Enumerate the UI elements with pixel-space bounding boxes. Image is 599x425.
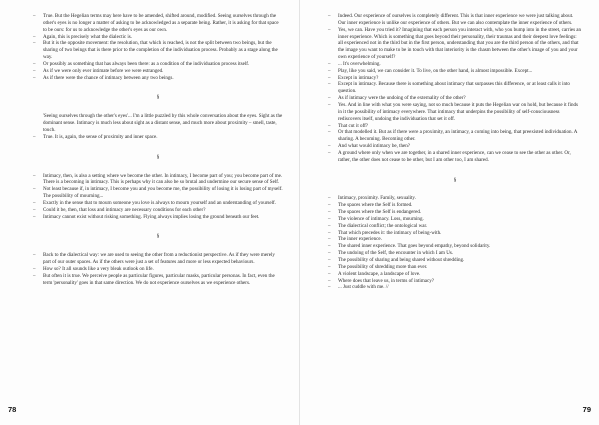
paragraph-text: Or that modelled it. But as if there were a proximity, an intimacy, a coming into being, that preexisted individuation. A sharing. A becoming. Becoming other.: [338, 129, 578, 143]
dash: –: [328, 209, 331, 216]
paragraph: [33, 34, 283, 41]
paragraph: [33, 214, 283, 221]
dash: –: [328, 26, 331, 33]
dash: –: [328, 101, 331, 108]
paragraph: [328, 278, 582, 285]
dash: –: [33, 272, 36, 279]
paragraph-text: Except in intimacy?: [338, 74, 379, 81]
paragraph-text: But often it is true. We perceive people as particular figures, particular masks, particular personas. In fact, even the term 'personality' goes in that same direction. We do not experience ourselves as we experience others.: [43, 272, 275, 286]
paragraph-text: True. It is, again, the sense of proximity and inner space.: [43, 133, 158, 140]
paragraph-text: As if intimacy were the undoing of the externality of the other?: [338, 95, 466, 102]
paragraph: [328, 150, 582, 164]
paragraph-text: Exactly in the sense that to mourn someone you love is always to mourn yourself and an understanding of yourself.: [43, 199, 276, 206]
paragraph-text: But it is the opposite movement: the resolution, that which is reached, is not the split between two beings, but the sharing of two beings that is there prior to the completion of the individuation process. Probably as a stage along the way.: [43, 40, 278, 61]
paragraph: [33, 252, 283, 266]
dash: –: [328, 215, 331, 222]
paragraph-text: The possibility of shredding more than ever.: [338, 263, 428, 270]
paragraph: [33, 200, 283, 207]
dash: –: [33, 199, 36, 206]
right-page: [300, 0, 599, 425]
dash: –: [328, 284, 331, 291]
paragraph-text: Intimacy, proximity. Family, sexuality.: [338, 195, 416, 202]
dash: –: [328, 13, 331, 19]
paragraph: [33, 266, 283, 273]
section-mark: §: [156, 153, 160, 160]
left-group-1: [33, 13, 283, 81]
right-page-text: [328, 13, 582, 291]
paragraph-text: As if there were the chance of intimacy between any two beings.: [43, 74, 174, 81]
paragraph: [33, 68, 283, 75]
paragraph: [328, 95, 582, 102]
dash: –: [328, 202, 331, 209]
dash: –: [33, 172, 36, 179]
paragraph: [33, 40, 283, 61]
dash: –: [33, 33, 36, 40]
paragraph: [328, 216, 582, 223]
dash: –: [33, 265, 36, 272]
paragraph: [328, 13, 582, 27]
dash: –: [328, 236, 331, 243]
paragraph: [328, 68, 582, 75]
paragraph: [328, 209, 582, 216]
paragraph-text: Or possibly as something that has always been there: as a condition of the individuation process itself.: [43, 60, 250, 67]
dash: –: [328, 263, 331, 270]
paragraph: [328, 81, 582, 95]
dash: –: [33, 13, 36, 19]
dash: –: [328, 195, 331, 202]
dash: –: [33, 133, 36, 140]
paragraph-text: Again, this is precisely what the dialectic is.: [43, 33, 132, 40]
paragraph-text: Yes. And in line with what you were saying, not so much because it puts the Hegelian war on hold, but because it finds in it the possibility of intimacy everywhere. That intimacy that underpins the possibility of self-consciousness rediscovers itself, undoing the individuation that set it off.: [338, 101, 579, 122]
dash: –: [328, 229, 331, 236]
paragraph-text: That cut it off?: [338, 122, 369, 129]
paragraph-text: A violent landscape, a landscape of love.: [338, 270, 421, 277]
paragraph: [328, 284, 582, 291]
page-number: 78: [8, 405, 17, 414]
paragraph-text: And what would intimacy be, then?: [338, 143, 411, 150]
dash: –: [33, 206, 36, 213]
paragraph-text: True. But the Hegelian terms may here have to be amended, shifted around, modified. Seeing ourselves through the other's eyes is no longer a matter of asking to be acknowledged as a separate being. Rather, it is asking for that space to be ours: for us to acknowledge the other's eyes as our own.: [43, 13, 279, 33]
dash: –: [328, 257, 331, 263]
paragraph-text: Indeed. Our experience of ourselves is completely different. This is that inner experience we were just talking about. Our inner experience is unlike our experience of others. But we can also contemplate the inner experience of others.: [338, 13, 574, 26]
paragraph-text: The undoing of the Self, the encounter in which I am Us.: [338, 250, 454, 257]
paragraph-text: Yes, we can. Have you tried it? Imagining that each person you interact with, who you bump into in the street, carries an inner experience. Which is something that goes beyond their personality, their traumas and their deepest love feelings: all experienced not in the third but in the first person, understanding that you are the third person of the others, and that the image you want to make to be in touch with that interiority is the chasm between the other's image of you and your own experience of yourself?: [338, 26, 582, 61]
dash: –: [328, 122, 331, 129]
dash: –: [328, 81, 331, 88]
left-group-2: [33, 113, 283, 140]
dash: –: [328, 74, 331, 81]
left-page: [0, 0, 299, 425]
paragraph-text: As if we were only ever intimate before we were estranged.: [43, 67, 164, 74]
paragraph-text: Could it be, then, that loss and intimacy are necessary conditions for each other?: [43, 206, 206, 213]
dash: –: [33, 60, 36, 67]
paragraph-text: ... It's overwhelming.: [338, 60, 381, 67]
dash: –: [33, 67, 36, 74]
paragraph: [33, 61, 283, 68]
left-group-4: [33, 252, 283, 286]
right-group-1: [328, 13, 582, 164]
paragraph: [328, 236, 582, 243]
dash: –: [328, 270, 331, 277]
dash: –: [33, 186, 36, 193]
paragraph: [328, 271, 582, 278]
paragraph: [328, 27, 582, 61]
paragraph: [33, 113, 283, 134]
dash: –: [328, 143, 331, 150]
paragraph-text: The possibility of sharing and being shared without shredding.: [338, 257, 465, 263]
dash: –: [328, 243, 331, 250]
paragraph: [33, 273, 283, 287]
left-page-text: [33, 13, 283, 286]
paragraph: [328, 257, 582, 264]
paragraph: [328, 230, 582, 237]
dash: –: [328, 60, 331, 67]
paragraph-text: The dialectical conflict; the ontological war.: [338, 222, 428, 229]
paragraph: [33, 207, 283, 214]
paragraph: [328, 102, 582, 123]
paragraph: [33, 134, 283, 141]
dash: –: [328, 95, 331, 102]
paragraph: [328, 264, 582, 271]
paragraph: [33, 173, 283, 187]
page-number: 79: [582, 405, 591, 414]
paragraph-text: Play, like you said, we can consider it. To live, on the other hand, is almost impossible. Except...: [338, 67, 533, 74]
paragraph-text: Except in intimacy. Because there is something about intimacy that surpasses this difference, or at least calls it into question.: [338, 81, 570, 95]
paragraph-text: Intimacy cannot exist without risking something. Flying always implies losing the ground beneath our feet.: [43, 213, 260, 220]
paragraph-text: The shared inner experience. That goes beyond empathy, beyond solidarity.: [338, 243, 491, 250]
paragraph-text: Intimacy, then, is also a setting where we become the other. In intimacy, I become part of you; you become part of me. There is a becoming in intimacy. This is perhaps why it can also be so brutal and undermine our secure sense of Self.: [43, 172, 283, 186]
paragraph: [33, 13, 283, 34]
paragraph-text: ... Just cuddle with me. //: [338, 284, 389, 291]
paragraph: [33, 186, 283, 200]
dash: –: [328, 129, 331, 136]
dash: –: [33, 74, 36, 81]
right-group-2: [328, 195, 582, 291]
dash: –: [33, 40, 36, 47]
paragraph: [328, 143, 582, 150]
dash: –: [328, 277, 331, 284]
paragraph-text: How so? It all sounds like a very bleak outlook on life.: [43, 265, 154, 272]
section-mark: §: [156, 233, 160, 240]
dash: –: [33, 252, 36, 259]
paragraph-text: The inner experience.: [338, 236, 382, 243]
section-mark: §: [156, 94, 160, 101]
dash: –: [328, 222, 331, 229]
paragraph-text: Where does that leave us, in terms of intimacy?: [338, 277, 434, 284]
paragraph-text: The violence of intimacy. Loss, mourning.: [338, 215, 424, 222]
paragraph-text: The spaces where the Self is endangered.: [338, 209, 422, 216]
left-group-3: [33, 173, 283, 221]
paragraph-text: The spaces where the Self is formed.: [338, 202, 413, 209]
paragraph: [328, 61, 582, 68]
dash: –: [328, 250, 331, 257]
paragraph: [328, 223, 582, 230]
dash: –: [328, 149, 331, 156]
paragraph-text: A ground where only when we are together, in a shared inner experience, can we cease to see the other as other. Or, rather, the other does not cease to be other, but I am other too, I am shared.: [338, 149, 571, 163]
paragraph: [33, 75, 283, 82]
paragraph-text: Back to the dialectical way: we are used to seeing the other from a reductionist perspective. As if they were merely part of our outer spaces. As if the others were just a set of features and more or less expected behaviours.: [43, 252, 275, 266]
dash: –: [328, 67, 331, 74]
section-mark: §: [453, 176, 457, 183]
paragraph-text: 'Seeing ourselves through the other's eyes'... I'm a little puzzled by this whole conversation about the eyes. Sight as the dominant sense. Intimacy is much less about sight as a distant sense, and much more about proximity – smell, taste, touch.: [43, 113, 283, 133]
paragraph-text: That which precedes it: the intimacy of being-with.: [338, 229, 442, 236]
paragraph: [328, 250, 582, 257]
dash: –: [33, 213, 36, 220]
paragraph: [328, 129, 582, 143]
paragraph-text: Not least because if, in intimacy, I become you and you become me, the possibility of losing it is losing part of myself. The possibility of mourning...: [43, 186, 283, 200]
